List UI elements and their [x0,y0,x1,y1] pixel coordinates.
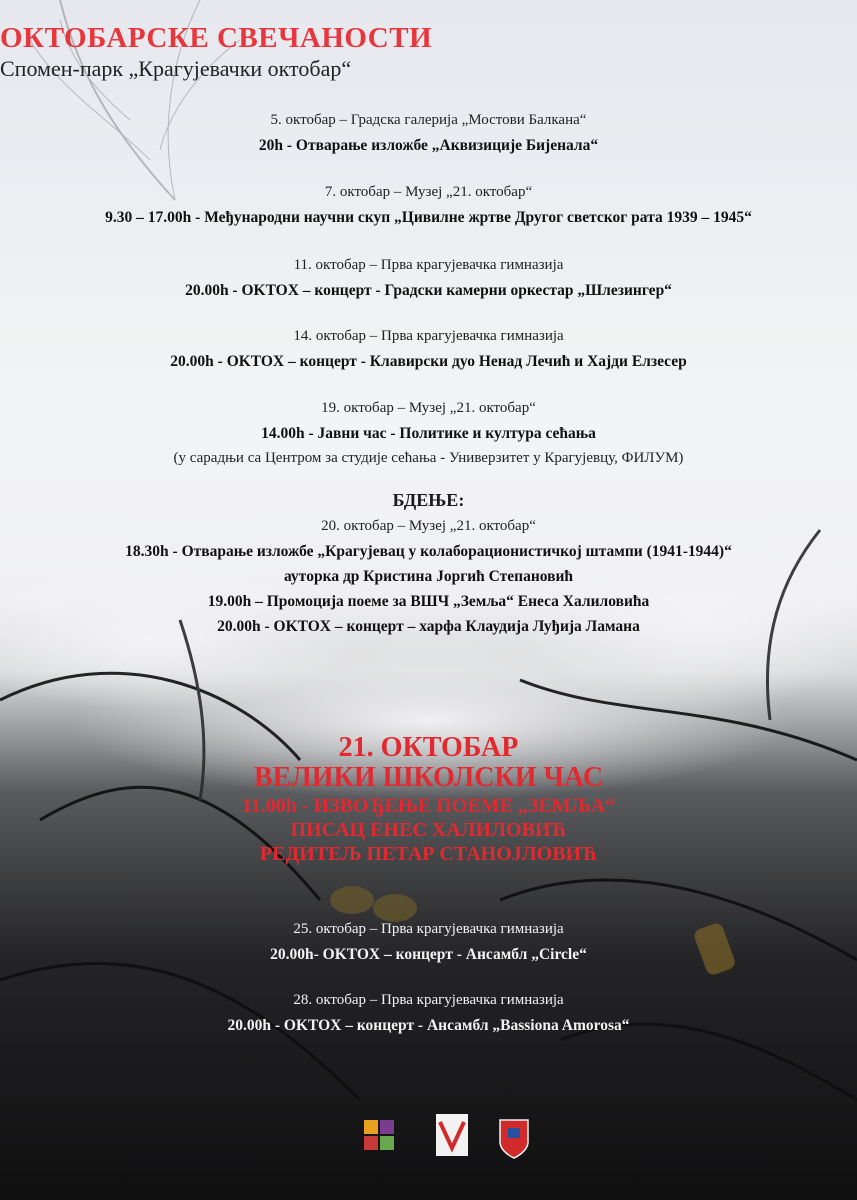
event-date: 11. октобар – Прва крагујевачка гимназија [293,257,564,273]
vigil-item: 20.00h - OKTOX – концерт – харфа Клаудија Луђија Ламана [217,618,640,635]
event-date: 14. октобар – Прва крагујевачка гимназија [293,328,564,344]
vigil-item: 18.30h - Отварање изложбе „Крагујевац у колаборационистичкој штампи (1941-1944)“ [125,543,732,560]
main-event-performance: 11.00h - ИЗВОЂЕЊЕ ПОЕМЕ „ЗЕМЉА“ [241,795,616,817]
event-date: 5. октобар – Градска галерија „Мостови Балкана“ [270,112,587,128]
event-program: 20.00h - OKTOX – концерт - Ансамбл „Bassiona Amorosa“ [227,1017,630,1034]
vigil-date: 20. октобар – Музеј „21. октобар“ [321,518,536,534]
vigil-item: аутoрка др Кристина Јоргић Степановић [283,568,574,585]
event-date: 25. октобар – Прва крагујевачка гимназија [293,921,564,937]
event-program: 20h - Отварање изложбе „Аквизиције Бијенала“ [258,137,599,154]
main-event-director: РЕДИТЕЉ ПЕТАР СТАНОЈЛОВИЋ [259,843,598,865]
city-coat-of-arms [500,1120,528,1158]
event-3 [0,253,857,303]
event-note: (у сарадњи са Центром за студије сећања - Универзитет у Крагујевцу, ФИЛУМ) [173,450,684,466]
main-event-writer: ПИСАЦ ЕНЕС ХАЛИЛОВИЋ [290,819,567,841]
event-program: 20.00h - OKTOX – концерт - Клавирски дуо Ненад Лечић и Хајди Елзесер [170,353,687,370]
sponsor-logos [360,1110,540,1166]
event-program: 14.00h - Јавни час - Политике и култура сећања [261,425,596,442]
main-event-title: ВЕЛИКИ ШКОЛСКИ ЧАС [253,762,604,793]
event-program: 20.00h- OKTOX – концерт - Ансамбл „Circle“ [270,946,587,963]
vigil-heading: БДЕЊЕ: [392,490,465,510]
event-6 [0,917,857,967]
event-7 [0,988,857,1038]
event-program: 9.30 – 17.00h - Међународни научни скуп „Цивилне жртве Другог светског рата 1939 – 1945“ [105,209,752,226]
event-1 [0,108,857,158]
event-5 [0,396,857,471]
event-2 [0,180,857,230]
event-date: 28. октобар – Прва крагујевачка гимназија [293,992,564,1008]
event-date: 19. октобар – Музеј „21. октобар“ [321,400,536,416]
vigil-block [0,514,857,639]
event-program: 20.00h - OKTOX – концерт - Градски камерни оркестар „Шлезингер“ [185,282,672,299]
museum-logo [364,1120,394,1150]
event-4 [0,324,857,374]
gymnasium-logo [436,1114,468,1156]
event-date: 7. октобар – Музеј „21. октобар“ [324,184,533,200]
main-event-date: 21. ОКТОБАР [338,732,519,763]
vigil-item: 19.00h – Промоција поеме за ВШЧ „Земља“ Енеса Халиловића [207,593,650,610]
poster-subtitle: Спомен-парк „Крагујевачки октобар“ [0,56,352,81]
poster-title: ОКТОБАРСКЕ СВЕЧАНОСТИ [0,22,433,54]
